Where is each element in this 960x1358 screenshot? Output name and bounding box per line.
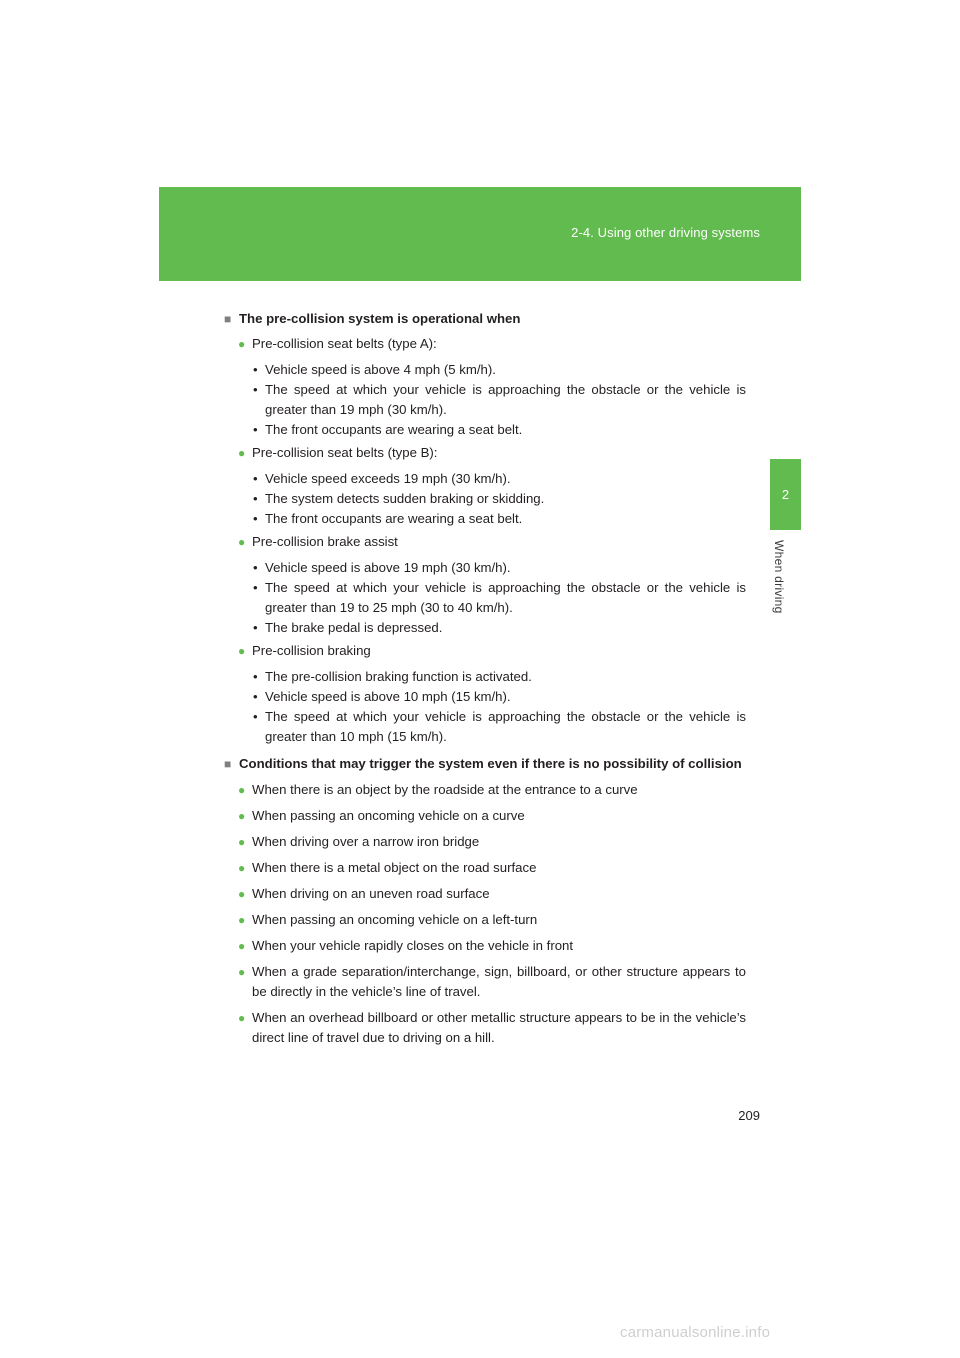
sub-item: • The system detects sudden braking or skidding. [253, 491, 545, 506]
chapter-number: 2 [781, 487, 790, 502]
list-item [224, 334, 746, 354]
sub-list [224, 469, 746, 529]
watermark: carmanualsonline.info [620, 1324, 771, 1341]
list-item [224, 532, 746, 552]
sub-item: • Vehicle speed is above 4 mph (5 km/h). [253, 362, 496, 377]
chapter-tab [770, 459, 801, 530]
section-heading [224, 754, 746, 774]
list-item: ● When driving over a narrow iron bridge [224, 832, 746, 852]
circle-bullet-icon: ● [238, 887, 246, 901]
list-item: ● When passing an oncoming vehicle on a left-turn [224, 910, 746, 930]
section-heading [224, 309, 746, 329]
list-item-label: Pre-collision seat belts (type B): [252, 445, 438, 460]
section-heading-text: Conditions that may trigger the system even if there is no possibility of collision [239, 756, 742, 771]
sub-list [224, 667, 746, 747]
circle-bullet-icon: ● [238, 913, 246, 927]
circle-bullet-icon: ● [238, 809, 246, 823]
sub-item: • Vehicle speed is above 19 mph (30 km/h). [253, 560, 511, 575]
circle-bullet-icon: ● [238, 1011, 246, 1025]
sub-list [224, 360, 746, 440]
list-item [224, 641, 746, 661]
sub-item: • The speed at which your vehicle is approaching the obstacle or the vehicle is greater than 10 mph (15 km/h). [253, 709, 746, 744]
sub-item: • The front occupants are wearing a seat belt. [253, 422, 523, 437]
list-item: ● When a grade separation/interchange, sign, billboard, or other structure appears to be directly in the vehicle’s line of travel. [238, 964, 746, 999]
sub-item: • Vehicle speed exceeds 19 mph (30 km/h). [253, 471, 511, 486]
list-item: ● When passing an oncoming vehicle on a curve [224, 806, 746, 826]
list-item-label: Pre-collision brake assist [252, 534, 398, 549]
chapter-label: When driving [772, 540, 786, 614]
square-icon: ■ [224, 757, 232, 771]
sub-list [224, 558, 746, 638]
sub-item: • The speed at which your vehicle is approaching the obstacle or the vehicle is greater than 19 to 25 mph (30 to 40 km/h). [253, 580, 746, 615]
list-item-label: Pre-collision seat belts (type A): [252, 336, 437, 351]
section-heading-text: The pre-collision system is operational when [239, 311, 521, 326]
sub-item: • The pre-collision braking function is activated. [253, 669, 532, 684]
list-item [224, 443, 746, 463]
circle-bullet-icon: ● [238, 861, 246, 875]
circle-bullet-icon: ● [238, 783, 246, 797]
sub-item: • The speed at which your vehicle is approaching the obstacle or the vehicle is greater than 19 mph (30 km/h). [253, 382, 746, 417]
circle-bullet-icon: ● [238, 446, 246, 460]
page-content [224, 309, 746, 1054]
circle-bullet-icon: ● [238, 535, 246, 549]
list-item: ● When your vehicle rapidly closes on the vehicle in front [224, 936, 746, 956]
list-item-label: Pre-collision braking [252, 643, 371, 658]
page-number: 209 [738, 1108, 760, 1123]
circle-bullet-icon: ● [238, 337, 246, 351]
header-band [159, 187, 801, 281]
circle-bullet-icon: ● [238, 835, 246, 849]
list-item: ● When an overhead billboard or other metallic structure appears to be in the vehicle’s direct line of travel due to driving on a hill. [238, 1010, 746, 1045]
circle-bullet-icon: ● [238, 939, 246, 953]
list-item: ● When driving on an uneven road surface [224, 884, 746, 904]
list-item: ● When there is an object by the roadside at the entrance to a curve [224, 780, 746, 800]
section-title: 2-4. Using other driving systems [571, 225, 760, 240]
sub-item: • The brake pedal is depressed. [253, 620, 443, 635]
square-icon: ■ [224, 312, 232, 326]
circle-bullet-icon: ● [238, 644, 246, 658]
circle-bullet-icon: ● [238, 965, 246, 979]
list-item: ● When there is a metal object on the road surface [224, 858, 746, 878]
sub-item: • The front occupants are wearing a seat belt. [253, 511, 523, 526]
sub-item: • Vehicle speed is above 10 mph (15 km/h). [253, 689, 511, 704]
